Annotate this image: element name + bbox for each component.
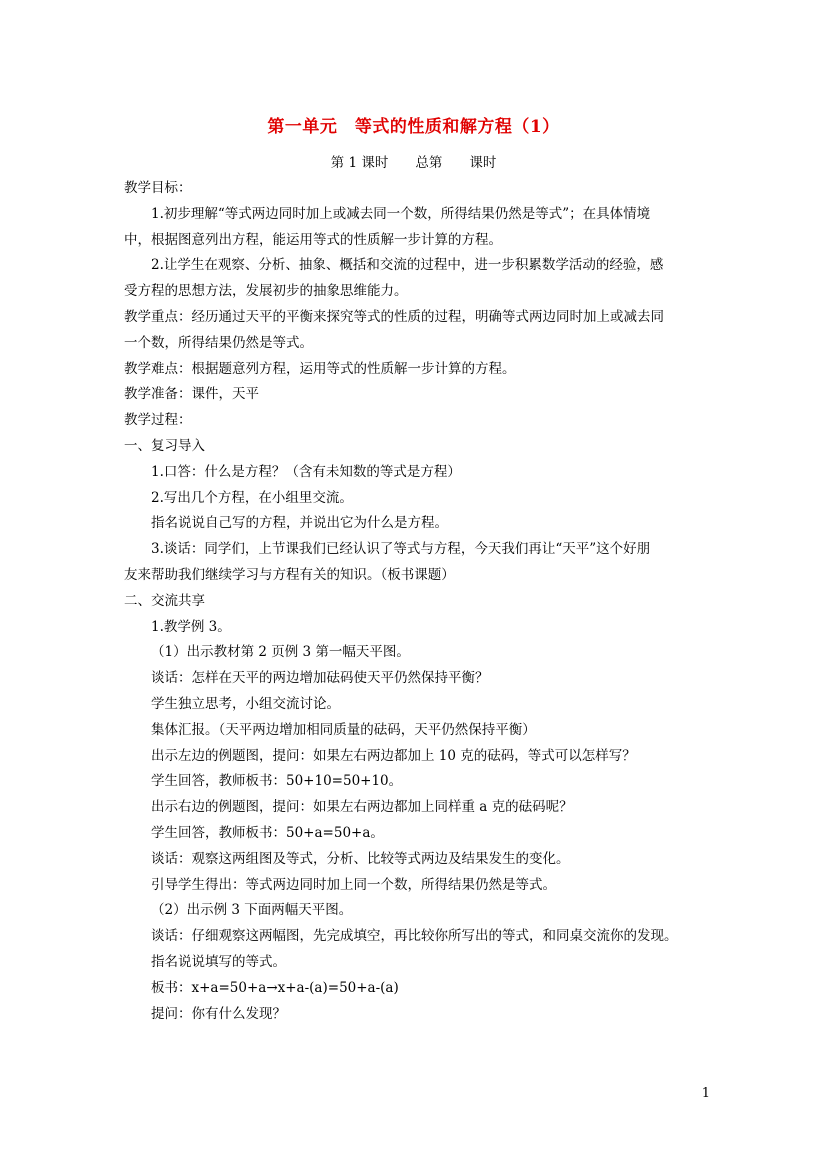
text-line: 友来帮助我们继续学习与方程有关的知识。（板书课题） (124, 566, 455, 583)
text-line: 指名说说自己写的方程，并说出它为什么是方程。 (151, 515, 448, 532)
text-line: 3.谈话：同学们，上节课我们已经认识了等式与方程，今天我们再让“天平”这个好朋 (151, 541, 651, 558)
page-title: 第一单元 等式的性质和解方程（1） (267, 117, 560, 137)
text-line: 受方程的思想方法，发展初步的抽象思维能力。 (124, 283, 408, 300)
text-line: 谈话：怎样在天平的两边增加砝码使天平仍然保持平衡？ (151, 670, 489, 687)
text-line: 一、复习导入 (124, 437, 205, 454)
text-line: 1.初步理解“等式两边同时加上或减去同一个数，所得结果仍然是等式”；在具体情境 (151, 205, 651, 222)
text-line: 一个数，所得结果仍然是等式。 (124, 334, 313, 351)
text-line: 2.让学生在观察、分析、抽象、概括和交流的过程中，进一步积累数学活动的经验，感 (151, 257, 664, 274)
text-line: 教学过程： (124, 412, 192, 429)
text-line: 学生回答，教师板书：50+a=50+a。 (151, 824, 384, 841)
text-line: 谈话：仔细观察这两幅图，先完成填空，再比较你所写出的等式，和同桌交流你的发现。 (151, 928, 678, 945)
text-line: 学生独立思考，小组交流讨论。 (151, 695, 340, 712)
text-line: 中，根据图意列出方程，能运用等式的性质解一步计算的方程。 (124, 231, 502, 248)
page-number: 1 (701, 1086, 710, 1101)
text-line: 出示左边的例题图，提问：如果左右两边都加上 10 克的砝码，等式可以怎样写？ (151, 747, 636, 764)
text-line: 1.口答：什么是方程？（含有未知数的等式是方程） (151, 463, 461, 480)
text-line: 引导学生得出：等式两边同时加上同一个数，所得结果仍然是等式。 (151, 876, 556, 893)
text-line: 教学重点：经历通过天平的平衡来探究等式的性质的过程，明确等式两边同时加上或减去同 (124, 308, 664, 325)
text-line: 教学准备：课件，天平 (124, 386, 259, 403)
text-line: 出示右边的例题图，提问：如果左右两边都加上同样重 a 克的砝码呢？ (151, 799, 573, 816)
text-line: （1）出示教材第 2 页例 3 第一幅天平图。 (151, 644, 410, 661)
text-line: 提问：你有什么发现？ (151, 1005, 286, 1022)
text-line: 1.教学例 3。 (151, 618, 231, 635)
text-line: 学生回答，教师板书：50+10=50+10。 (151, 773, 403, 790)
text-line: 谈话：观察这两组图及等式，分析、比较等式两边及结果发生的变化。 (151, 850, 570, 867)
lesson-body (124, 176, 706, 1027)
text-line: 二、交流共享 (124, 592, 205, 609)
text-line: （2）出示例 3 下面两幅天平图。 (151, 902, 353, 919)
lesson-subtitle: 第 1 课时 总第 课时 (330, 155, 497, 171)
text-line: 集体汇报。（天平两边增加相同质量的砝码，天平仍然保持平衡） (151, 721, 536, 738)
text-line: 教学难点：根据题意列方程，运用等式的性质解一步计算的方程。 (124, 360, 516, 377)
text-line: 指名说说填写的等式。 (151, 953, 286, 970)
text-line: 教学目标： (124, 180, 192, 196)
text-line: 2.写出几个方程，在小组里交流。 (151, 489, 353, 506)
text-line: 板书：x+a=50+a→x+a-(a)=50+a-(a) (151, 979, 399, 996)
